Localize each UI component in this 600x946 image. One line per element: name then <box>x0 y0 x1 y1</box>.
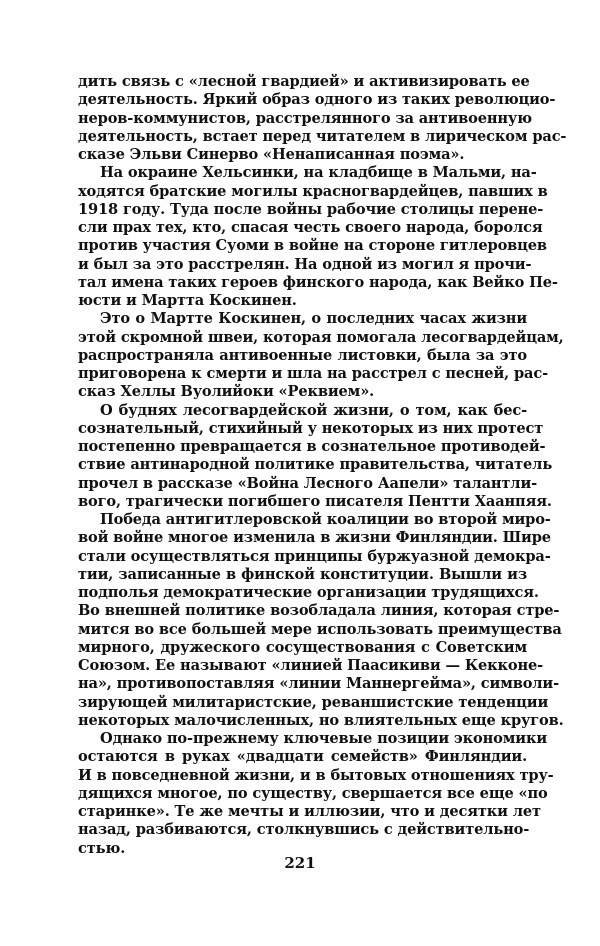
text-line: сли прах тех, кто, спасая честь своего народа, боролся <box>78 219 543 236</box>
text-line: стали осуществляться принципы буржуазной демокра- <box>78 547 551 565</box>
text-line: Однако по-прежнему ключевые позиции экономики <box>100 730 548 747</box>
page-number: 221 <box>284 854 316 872</box>
text-line: некоторых малочисленных, но влиятельных еще кругов. <box>78 711 564 729</box>
paragraph-4 <box>78 401 553 512</box>
text-line: мится во все большей мере использовать преимущества <box>78 620 562 638</box>
text-line: сознательный, стихийный у некоторых из них протест <box>78 419 544 437</box>
text-line: постепенно превращается в сознательное противодей- <box>78 438 546 455</box>
text-line: Это о Мартте Коскинен, о последних часах жизни <box>100 310 527 328</box>
text-line: На окраине Хельсинки, на кладбище в Мальми, на- <box>100 164 537 182</box>
text-line: на», противопоставляя «линии Маннергейма», символи- <box>78 675 560 693</box>
text-line: тал имена таких героев финского народа, как Вейко Пе- <box>78 273 558 291</box>
text-line: распространяла антивоенные листовки, была за это <box>78 346 527 364</box>
text-line: О буднях лесогвардейской жизни, о том, как бес- <box>100 401 527 419</box>
text-line: И в повседневной жизни, и в бытовых отношениях тру- <box>78 766 554 784</box>
text-line: дить связь с «лесной гвардией» и активизировать ее <box>78 73 530 90</box>
text-line: 1918 году. Туда после войны рабочие столицы перене- <box>78 200 544 218</box>
text-line: этой скромной швеи, которая помогала лесогвардейцам, <box>78 328 564 346</box>
text-line: сказе Эльви Синерво «Ненаписанная поэма». <box>78 146 465 163</box>
text-line: прочел в рассказе «Война Лесного Аапели» талантли- <box>78 474 538 492</box>
text-line: против участия Суоми в войне на стороне гитлеровцев <box>78 237 547 255</box>
text-line: подполья демократические организации трудящихся. <box>78 584 539 601</box>
text-line: Победа антигитлеровской коалиции во второй миро- <box>100 511 551 528</box>
paragraph-3 <box>78 310 564 401</box>
text-line: деятельность, встает перед читателем в лирическом рас- <box>78 127 567 145</box>
paragraph-5 <box>78 511 564 730</box>
text-line: зирующей милитаристские, реваншистские тенденции <box>78 693 549 711</box>
text-line: ходятся братские могилы красногвардейцев, павших в <box>78 182 548 200</box>
text-line: приговорена к смерти и шла на расстрел с песней, рас- <box>78 365 548 382</box>
paragraph-2 <box>78 164 558 310</box>
text-line: дящихся многое, по существу, свершается все еще «по <box>78 784 548 802</box>
text-line: тии, записанные в финской конституции. Вышли из <box>78 565 527 583</box>
paragraph-1 <box>78 73 567 164</box>
text-line: вой войне многое изменила в жизни Финляндии. Шире <box>78 529 551 547</box>
text-line: и был за это расстрелян. На одной из могил я прочи- <box>78 255 532 273</box>
text-line: стью. <box>78 839 126 857</box>
text-line: неров-коммунистов, расстрелянного за антивоенную <box>78 109 532 127</box>
text-line: мирного, дружеского сосуществования с Советским <box>78 638 527 656</box>
text-line: вого, трагически погибшего писателя Пентти Хаанпяя. <box>78 492 552 510</box>
text-line: назад, разбиваются, столкнувшись с действительно- <box>78 821 530 839</box>
text-line: Во внешней политике возобладала линия, которая стре- <box>78 602 560 620</box>
paragraph-6 <box>78 730 554 858</box>
body-text <box>78 73 567 858</box>
text-line: Союзом. Ее называют «линией Паасикиви — Кекконе- <box>78 657 544 674</box>
text-line: сказ Хеллы Вуолийоки «Реквием». <box>78 383 375 401</box>
text-line: юсти и Мартта Коскинен. <box>78 292 297 309</box>
text-line: деятельность. Яркий образ одного из таких революцио- <box>78 91 556 109</box>
text-line: ствие антинародной политике правительства, читатель <box>78 456 553 474</box>
text-line: остаются в руках «двадцати семейств» Финляндии. <box>78 748 527 766</box>
text-line: старинке». Те же мечты и иллюзии, что и десятки лет <box>78 803 541 820</box>
